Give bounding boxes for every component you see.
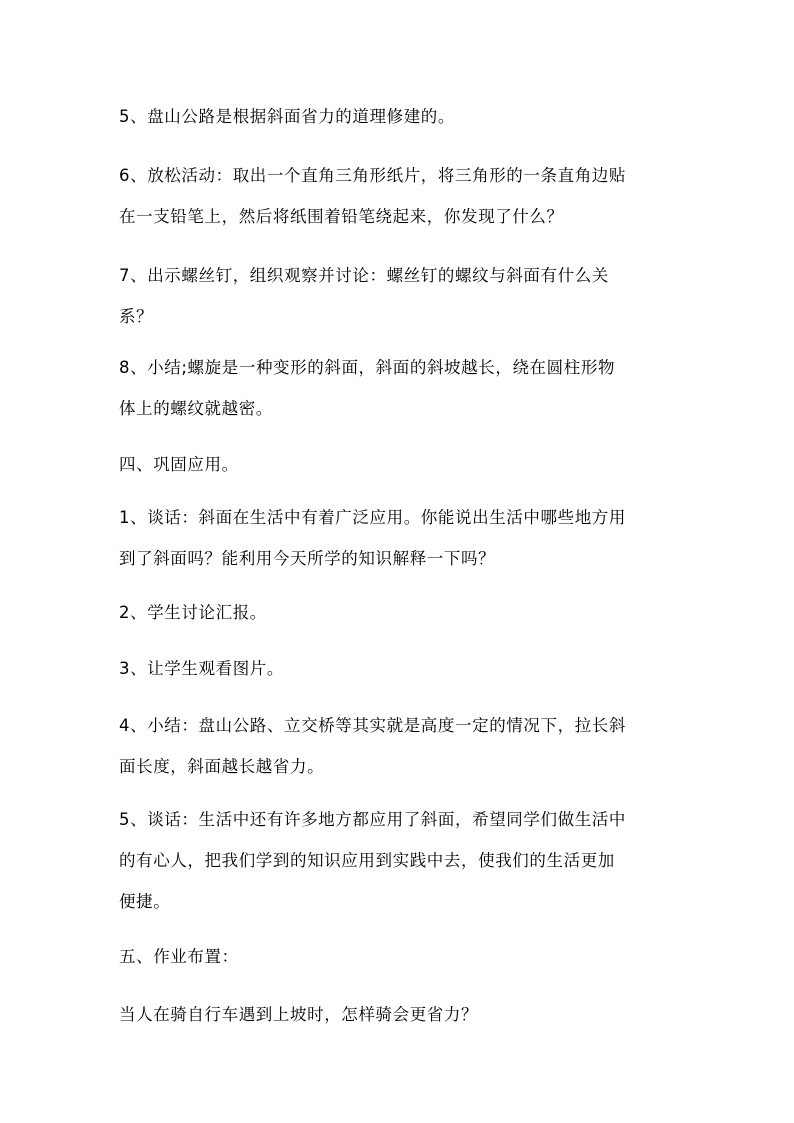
section-heading-5: [119, 936, 689, 977]
text-line: 1、谈话：斜面在生活中有着广泛应用。你能说出生活中哪些地方用: [119, 508, 626, 527]
text-line: 4、小结：盘山公路、立交桥等其实就是高度一定的情况下，拉长斜: [119, 716, 626, 735]
text-line: 体上的螺纹就越密。: [119, 399, 273, 418]
text-line: 五、作业布置：: [119, 947, 239, 966]
text-line: 6、放松活动：取出一个直角三角形纸片，将三角形的一条直角边贴: [119, 166, 626, 185]
text-line: 到了斜面吗？能利用今天所学的知识解释一下吗？: [119, 549, 496, 568]
text-line: 面长度，斜面越长越省力。: [119, 757, 325, 776]
text-line: 5、谈话：生活中还有许多地方都应用了斜面，希望同学们做生活中: [119, 810, 626, 829]
text-line: 的有心人，把我们学到的知识应用到实践中去，使我们的生活更加: [119, 851, 615, 870]
paragraph-item-7-screw: [119, 255, 689, 337]
paragraph-item-5-talk: [119, 799, 689, 922]
text-line: 3、让学生观看图片。: [119, 659, 284, 678]
paragraph-item-1-talk: [119, 497, 689, 579]
paragraph-item-5-road: [119, 96, 689, 137]
text-line: 7、出示螺丝钉，组织观察并讨论：螺丝钉的螺纹与斜面有什么关: [119, 266, 609, 285]
paragraph-item-2-report: [119, 592, 689, 633]
paragraph-item-3-pictures: [119, 648, 689, 689]
text-line: 当人在骑自行车遇到上坡时，怎样骑会更省力？: [119, 1005, 479, 1024]
text-line: 便捷。: [119, 892, 171, 911]
text-line: 系？: [119, 307, 154, 326]
text-line: 5、盘山公路是根据斜面省力的道理修建的。: [119, 107, 455, 126]
text-line: 8、小结;螺旋是一种变形的斜面，斜面的斜坡越长，绕在圆柱形物: [119, 358, 616, 377]
text-line: 四、巩固应用。: [119, 455, 239, 474]
text-line: 2、学生讨论汇报。: [119, 603, 267, 622]
paragraph-item-8-summary: [119, 347, 689, 429]
homework-question: [119, 994, 689, 1035]
text-line: 在一支铅笔上，然后将纸围着铅笔绕起来，你发现了什么？: [119, 207, 564, 226]
paragraph-item-6-activity: [119, 155, 689, 237]
paragraph-item-4-summary: [119, 705, 689, 787]
section-heading-4: [119, 444, 689, 485]
